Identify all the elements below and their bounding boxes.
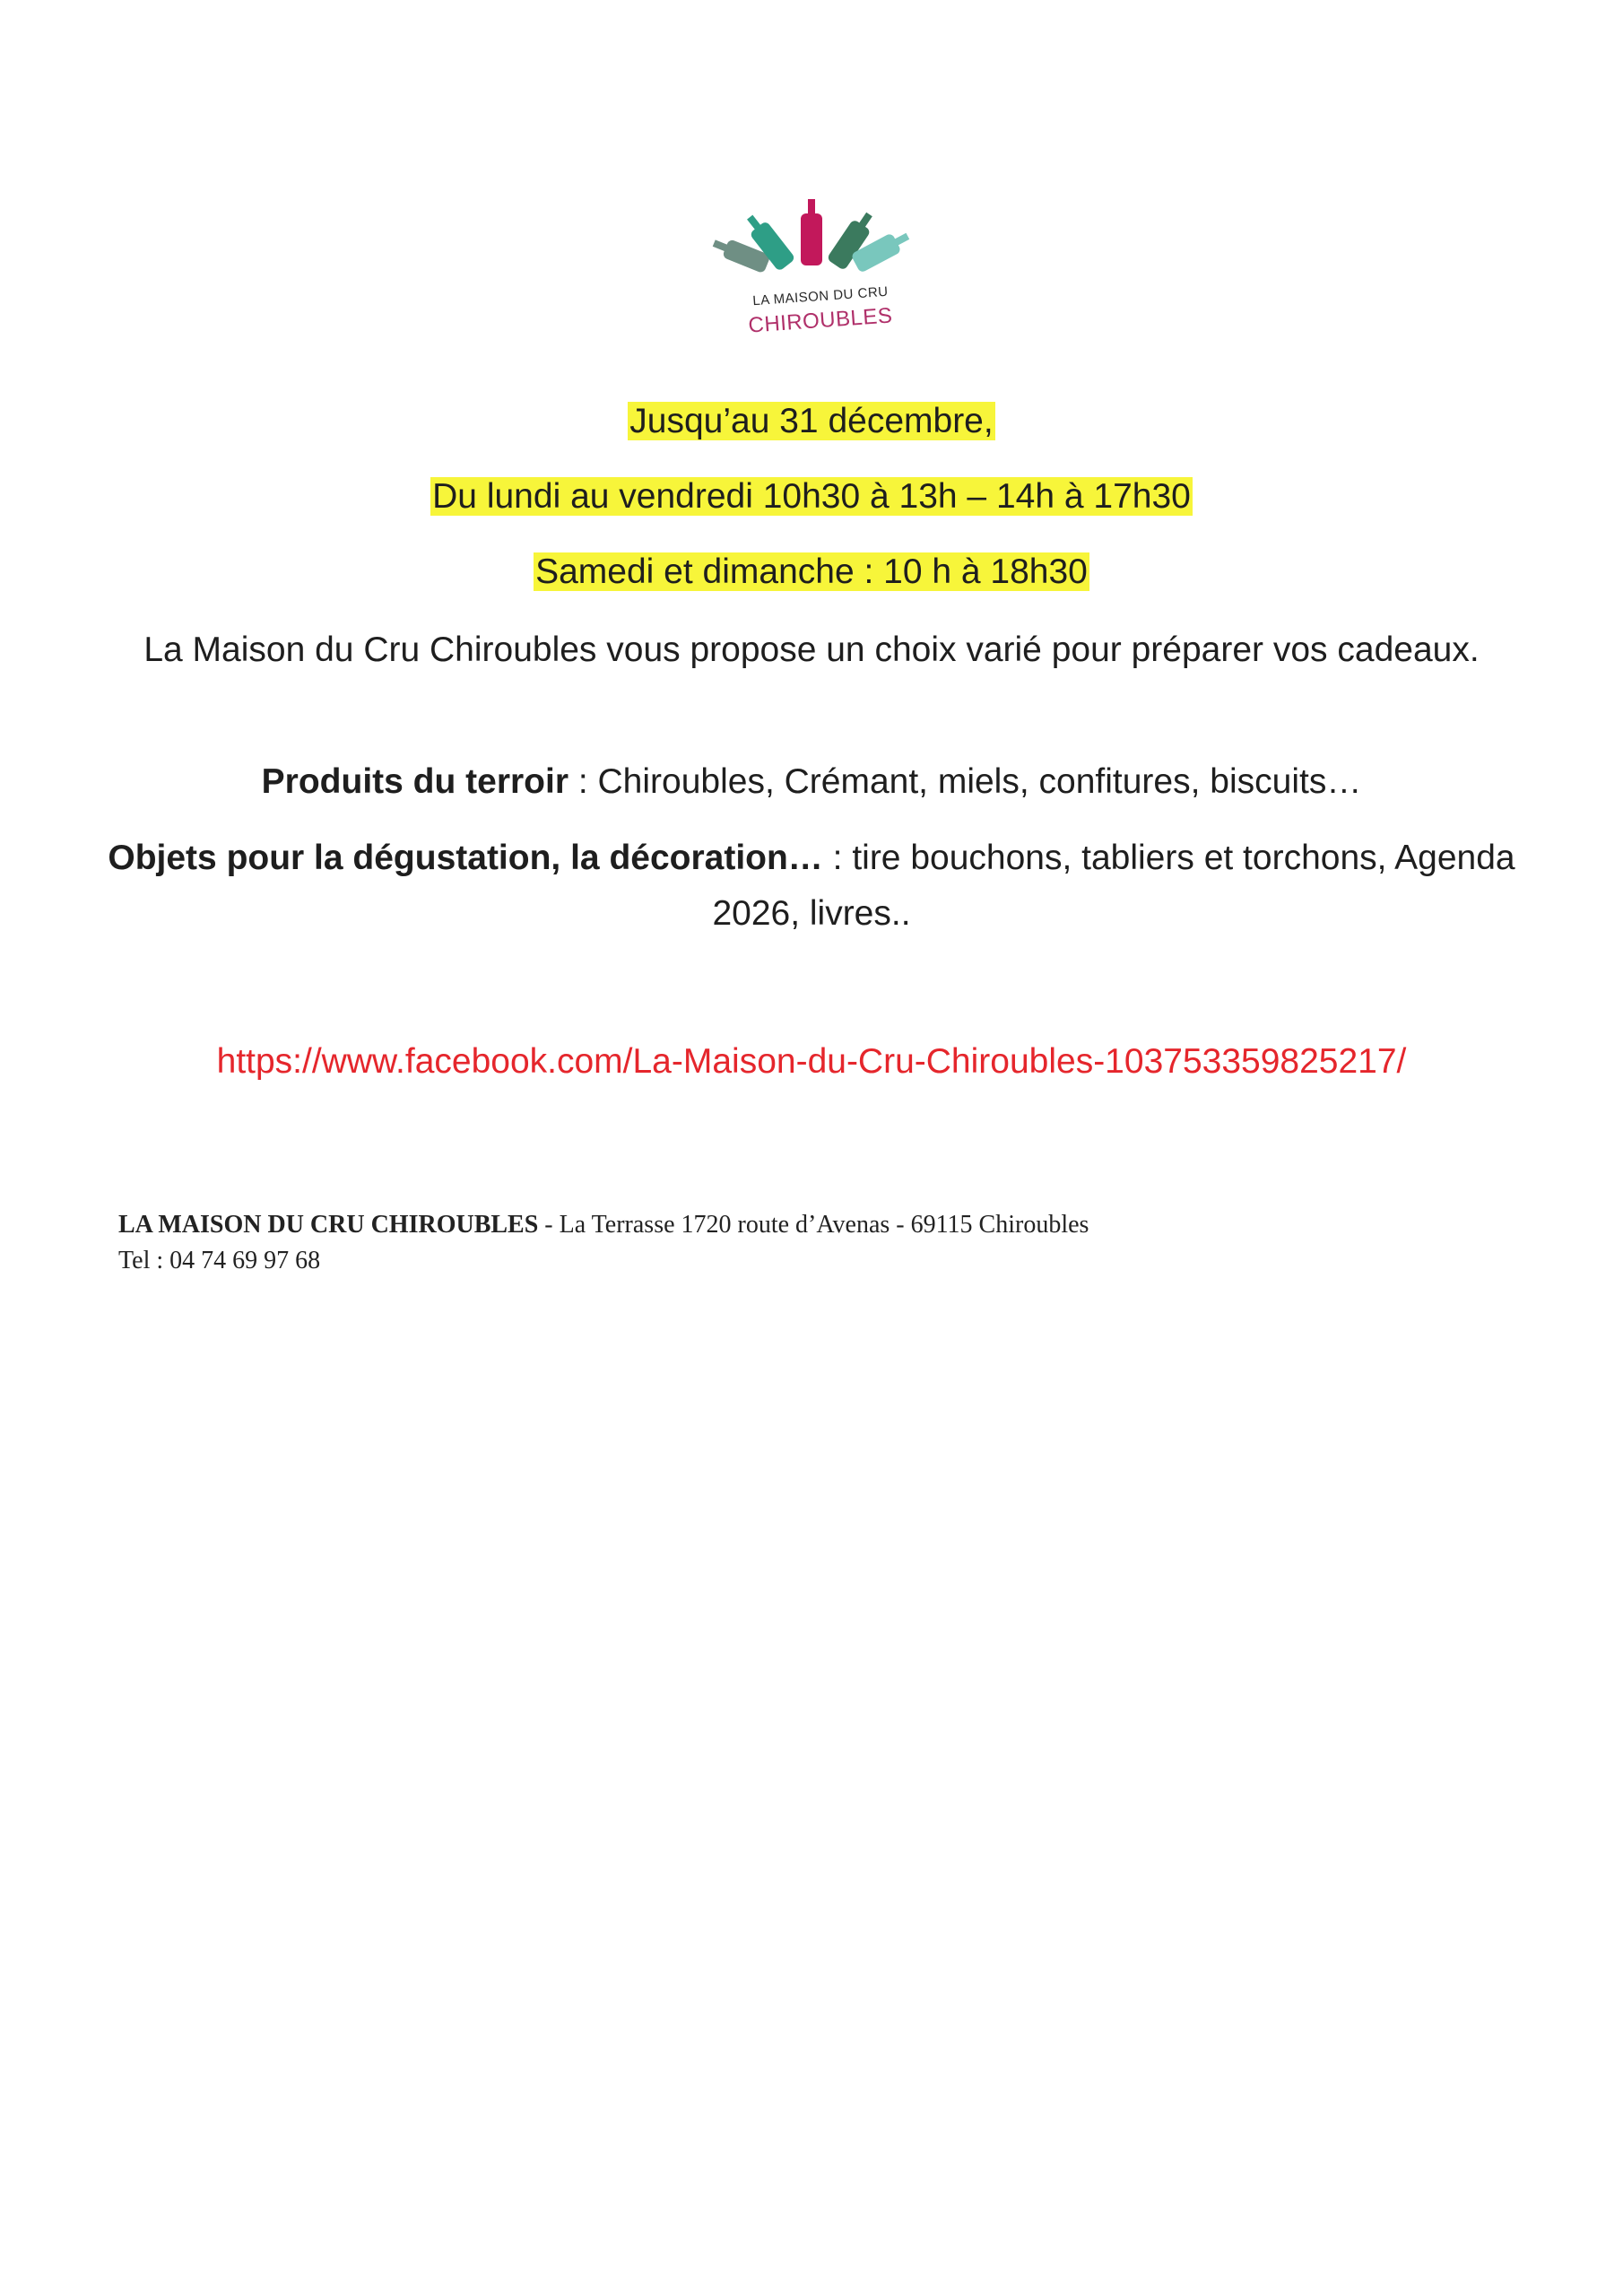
- footer-phone: Tel : 04 74 69 97 68: [118, 1247, 321, 1274]
- footer-address: - La Terrasse 1720 route d’Avenas - 69115 Chiroubles: [538, 1211, 1089, 1239]
- hours-weekend: [0, 551, 1623, 594]
- logo-title: CHIROUBLES: [747, 303, 894, 338]
- objects-text: : tire bouchons, tabliers et torchons, Agenda 2026, livres..: [712, 839, 1515, 933]
- hours-until-date: [0, 400, 1623, 443]
- facebook-link[interactable]: https://www.facebook.com/La-Maison-du-Cru-Chiroubles-103753359825217/: [216, 1042, 1407, 1081]
- products-paragraph: [108, 754, 1515, 810]
- hours-weekdays: [0, 475, 1623, 518]
- maison-du-cru-logo: [704, 188, 919, 350]
- products-label: Produits du terroir: [261, 762, 569, 801]
- footer-contact: [118, 1207, 1089, 1279]
- footer-address-line: [118, 1207, 1089, 1243]
- hours-line-2: Du lundi au vendredi 10h30 à 13h – 14h à 17h30: [432, 477, 1191, 516]
- products-text: : Chiroubles, Crémant, miels, confitures, biscuits…: [568, 762, 1362, 801]
- hours-line-1: Jusqu’au 31 décembre,: [629, 402, 994, 440]
- logo-subtitle: LA MAISON DU CRU: [751, 283, 890, 309]
- wine-bottles-logo-icon: [704, 188, 919, 296]
- objects-label: Objets pour la dégustation, la décoration…: [108, 839, 823, 877]
- intro-paragraph: La Maison du Cru Chiroubles vous propose un choix varié pour préparer vos cadeaux.: [143, 631, 1480, 669]
- objects-paragraph: [108, 831, 1515, 942]
- footer-name: LA MAISON DU CRU CHIROUBLES: [118, 1211, 539, 1239]
- hours-line-3: Samedi et dimanche : 10 h à 18h30: [535, 552, 1088, 591]
